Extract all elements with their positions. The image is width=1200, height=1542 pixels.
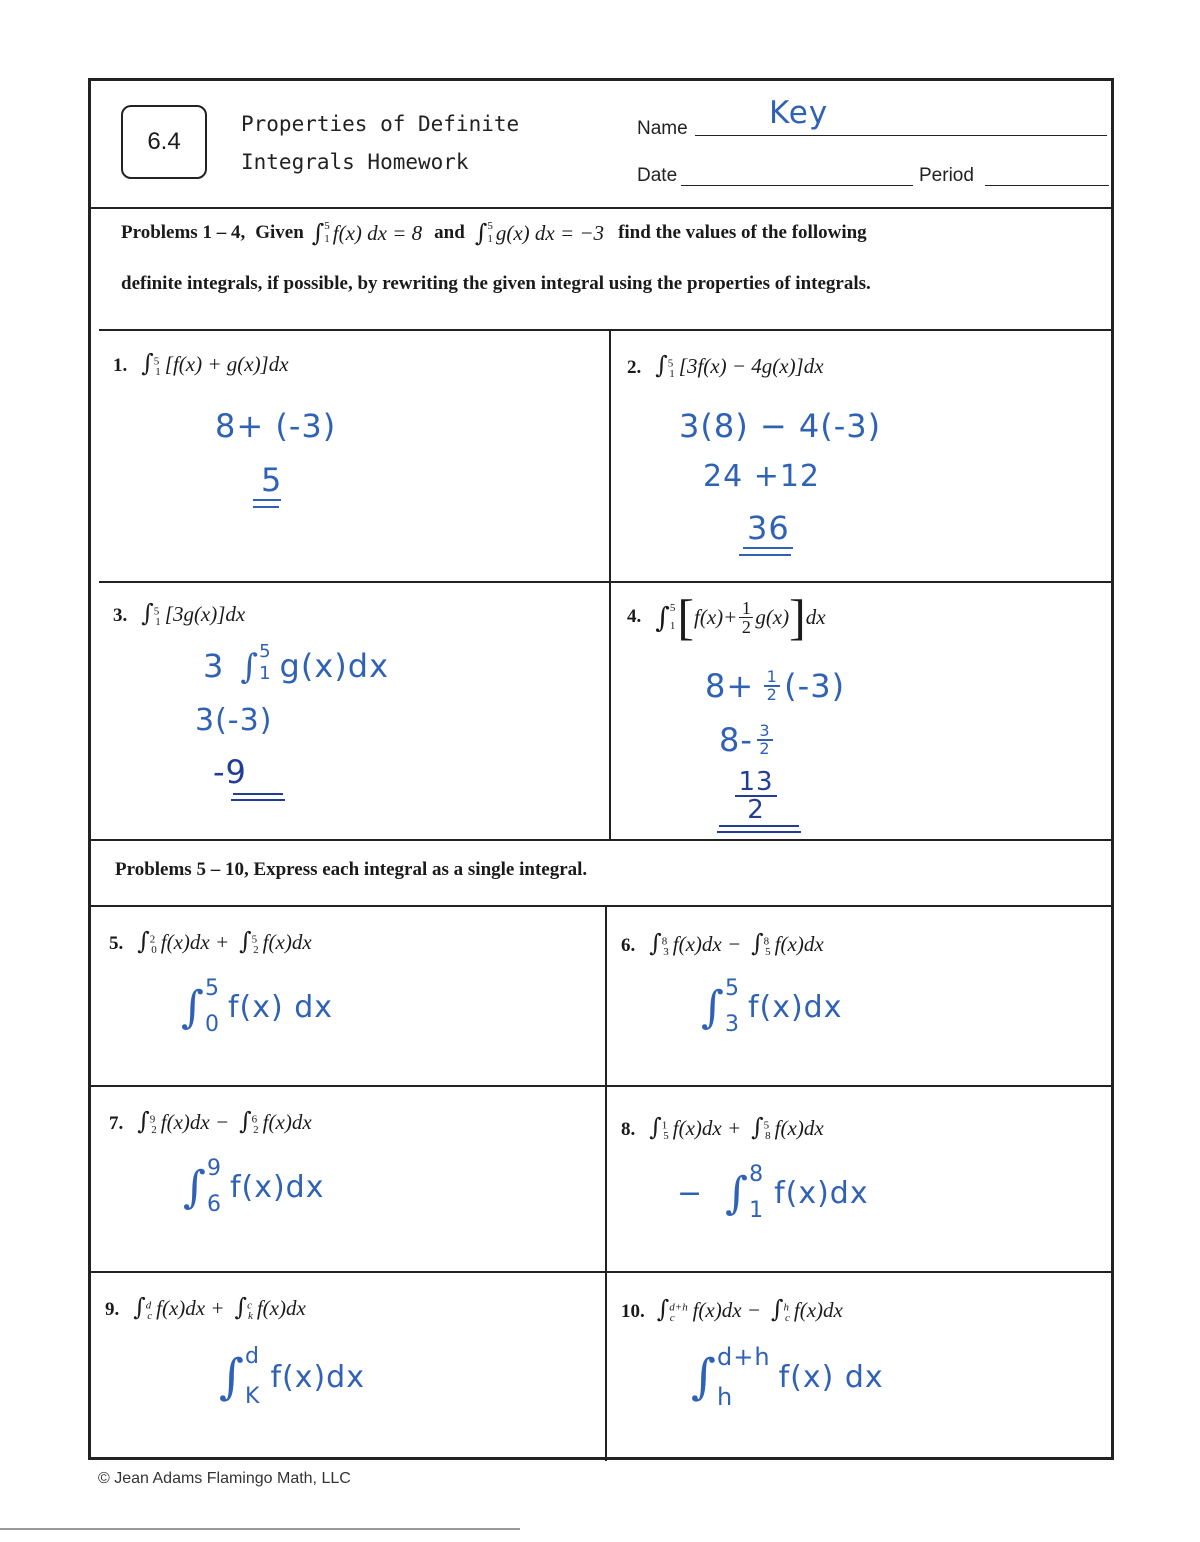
- problem-6: 6. ∫$^8_3$ f(x)dx − ∫$^8_5$ f(x)dx: [621, 929, 824, 959]
- period-label: Period: [919, 165, 974, 186]
- lower-limit: 1: [749, 1198, 765, 1223]
- work-line: 24 +12: [703, 459, 821, 494]
- worksheet-title: [241, 105, 519, 181]
- answer-integrand: f(x) dx: [778, 1359, 884, 1395]
- lower-limit: 1: [155, 366, 161, 379]
- answer: [691, 1337, 884, 1417]
- answer-sign: −: [677, 1175, 704, 1211]
- upper-limit: 5: [259, 641, 272, 662]
- fraction-numerator: 3: [759, 721, 771, 740]
- integral-sign: ∫: [701, 981, 725, 1033]
- upper-limit: 9: [149, 1113, 156, 1126]
- answer-integrand: f(x)dx: [229, 1169, 325, 1205]
- upper-limit: 9: [206, 1156, 222, 1181]
- date-label: Date: [637, 165, 678, 186]
- lower-limit: 2: [151, 1124, 157, 1137]
- lower-limit: c: [785, 1312, 790, 1325]
- fraction-denominator: 2: [766, 685, 778, 704]
- upper-limit: d+h: [669, 1301, 688, 1314]
- divider: [91, 839, 1113, 841]
- name-underline: [695, 135, 1107, 136]
- problem-number: 3.: [113, 605, 128, 626]
- problem-term: f(x)dx: [262, 1110, 312, 1134]
- problem-number: 1.: [113, 355, 128, 376]
- problem-expression: dx: [805, 604, 826, 629]
- integral-sign: ∫: [181, 981, 205, 1033]
- problem-term: f(x)dx −: [692, 1298, 761, 1322]
- problem-term: f(x)dx +: [160, 930, 230, 954]
- grid-divider: [609, 329, 611, 839]
- answer-underline: [717, 831, 801, 833]
- answer: 36: [747, 509, 790, 547]
- problem-1: 1. ∫$^5_1$ [f(x) + g(x)]dx: [113, 349, 289, 379]
- upper-limit: d: [245, 1344, 260, 1369]
- divider: [91, 905, 1113, 907]
- date-underline[interactable]: [681, 185, 913, 186]
- lower-limit: 5: [663, 1130, 669, 1143]
- problem-expression: [3f(x) − 4g(x)]dx: [678, 354, 824, 378]
- problem-term: f(x)dx: [774, 1116, 824, 1140]
- divider: [99, 329, 1113, 331]
- answer: [677, 1157, 869, 1229]
- lesson-number-box: [121, 105, 207, 179]
- lower-limit: 6: [206, 1192, 222, 1217]
- lower-limit: 0: [204, 1012, 220, 1037]
- problem-term: f(x)dx: [262, 930, 312, 954]
- instructions-suffix: find the values of the following: [618, 222, 867, 243]
- instructions-given: Given: [255, 222, 304, 243]
- upper-limit: 1: [661, 1119, 668, 1132]
- answer-underline: [231, 799, 285, 801]
- problem-expression: g(x): [755, 604, 790, 629]
- divider: [91, 207, 1113, 209]
- lower-limit: 2: [253, 1124, 259, 1137]
- instructions-line-2: definite integrals, if possible, by rewriting the given integral using the properties of integrals.: [121, 273, 871, 294]
- instructions-1: Problems 1 – 4, Given ∫ 5 1 f(x) dx = 8 and ∫ 5 1 g(x) dx = −3 find the values of the following definite integrals, if possible, by rewriting the given integral using the properties of integrals.: [121, 219, 1101, 295]
- upper-limit: d+h: [717, 1343, 771, 1371]
- answer-integrand: f(x) dx: [227, 989, 333, 1025]
- lower-limit: 2: [253, 944, 259, 957]
- lower-limit: 3: [663, 946, 669, 959]
- upper-limit: 6: [251, 1113, 258, 1126]
- problem-number: 8.: [621, 1119, 636, 1140]
- work-term: (-3): [784, 667, 846, 705]
- work-line: [719, 721, 773, 759]
- lower-limit: h: [717, 1383, 734, 1411]
- answer-denominator: 2: [747, 795, 765, 825]
- problem-number: 7.: [109, 1113, 124, 1134]
- work-line: 3(-3): [195, 703, 273, 738]
- lower-limit: c: [669, 1312, 675, 1325]
- upper-limit: 2: [149, 933, 156, 946]
- problem-number: 4.: [627, 606, 642, 627]
- problem-9: 9. ∫$^d_c$ f(x)dx + ∫$^c_k$ f(x)dx: [105, 1293, 306, 1323]
- fraction-numerator: 1: [741, 597, 751, 618]
- integral-sign: ∫: [183, 1161, 207, 1213]
- fraction-numerator: 1: [766, 667, 778, 686]
- upper-limit: 5: [724, 976, 740, 1001]
- fraction-denominator: 2: [741, 616, 751, 637]
- grid-divider: [91, 1085, 1113, 1087]
- work-term: 8+: [705, 667, 755, 705]
- problem-term: f(x)dx: [793, 1298, 843, 1322]
- answer: [181, 971, 333, 1043]
- integral-sign: ∫: [311, 219, 325, 247]
- grid-divider: [91, 1271, 1113, 1273]
- upper-limit: h: [783, 1301, 789, 1314]
- problem-4: 4. ∫ 5 1 [ f(x)+ 1 2 g(x) ] dx: [627, 589, 826, 645]
- work-term: 8-: [719, 721, 753, 759]
- lower-limit: 1: [669, 620, 676, 632]
- upper-limit: d: [145, 1299, 152, 1312]
- problem-expression: f(x)+: [694, 604, 738, 629]
- upper-limit: 8: [749, 1162, 765, 1187]
- problem-10: 10. ∫$^{d+h}_c$ f(x)dx − ∫$^h_c$ f(x)dx: [621, 1295, 843, 1325]
- lesson-number: 6.4: [147, 128, 181, 155]
- problem-7: 7. ∫$^9_2$ f(x)dx − ∫$^6_2$ f(x)dx: [109, 1107, 312, 1137]
- fraction-denominator: 2: [759, 739, 771, 758]
- name-value[interactable]: Key: [769, 95, 829, 131]
- lower-limit: 1: [669, 368, 675, 381]
- upper-limit: 8: [763, 935, 770, 948]
- work-coefficient: 3: [203, 647, 225, 685]
- upper-limit: 5: [763, 1119, 770, 1132]
- given-f: f(x) dx = 8: [332, 220, 423, 245]
- answer: [735, 769, 777, 823]
- lower-limit: 3: [724, 1012, 740, 1037]
- answer-underline: [253, 506, 279, 508]
- grid-divider: [605, 905, 607, 1461]
- upper-limit: 5: [667, 357, 674, 370]
- problem-number: 5.: [109, 933, 124, 954]
- lower-limit: c: [147, 1310, 153, 1323]
- scan-edge-line: [0, 1528, 520, 1530]
- upper-limit: 5: [251, 933, 258, 946]
- work-line: [203, 641, 389, 687]
- problem-term: f(x)dx: [256, 1296, 306, 1320]
- integral-sign: ∫: [725, 1167, 750, 1219]
- problem-number: 2.: [627, 357, 642, 378]
- answer: [701, 971, 842, 1043]
- work-integrand: g(x)dx: [279, 647, 389, 685]
- upper-limit: 5: [204, 976, 220, 1001]
- answer-underline: [233, 793, 283, 795]
- period-underline[interactable]: [985, 185, 1109, 186]
- title-line-1: Properties of Definite: [241, 112, 520, 136]
- integral-sign: ∫: [219, 1349, 246, 1405]
- integral-sign: ∫: [240, 647, 260, 687]
- answer: -9: [213, 753, 247, 791]
- integral-sign: ∫: [691, 1349, 718, 1405]
- instructions-2: Problems 5 – 10, Express each integral as a single integral.: [115, 859, 588, 880]
- problem-number: 9.: [105, 1299, 120, 1320]
- work-line: 3(8) − 4(-3): [679, 407, 882, 445]
- upper-limit: c: [247, 1299, 252, 1312]
- upper-limit: 8: [661, 935, 668, 948]
- problem-term: f(x)dx +: [672, 1116, 742, 1140]
- grid-divider: [99, 581, 1113, 583]
- answer-numerator: 13: [738, 767, 774, 797]
- title-line-2: Integrals Homework: [241, 150, 469, 174]
- lower-limit: 1: [155, 616, 161, 629]
- lower-limit: 5: [765, 946, 771, 959]
- copyright-footer: © Jean Adams Flamingo Math, LLC: [98, 1470, 351, 1487]
- work-line: 8+ (-3): [215, 407, 337, 445]
- name-label: Name: [637, 118, 688, 139]
- problem-term: f(x)dx: [774, 932, 824, 956]
- answer: 5: [261, 461, 283, 499]
- problem-8: 8. ∫$^1_5$ f(x)dx + ∫$^5_8$ f(x)dx: [621, 1113, 824, 1143]
- upper-limit: 5: [669, 602, 676, 614]
- worksheet: [88, 78, 1114, 1460]
- given-g: g(x) dx = −3: [495, 220, 605, 245]
- problem-term: f(x)dx −: [160, 1110, 230, 1134]
- answer: [183, 1151, 324, 1223]
- lower-limit: 0: [151, 944, 157, 957]
- upper-limit: 5: [153, 355, 160, 368]
- problem-5: 5. ∫$^2_0$ f(x)dx + ∫$^5_2$ f(x)dx: [109, 927, 312, 957]
- integral-sign: ∫: [474, 219, 488, 247]
- lower-limit: k: [247, 1310, 253, 1323]
- answer-underline: [743, 547, 793, 549]
- answer-integrand: f(x)dx: [270, 1359, 365, 1395]
- lower-limit: 8: [765, 1130, 771, 1143]
- answer: [219, 1337, 365, 1417]
- answer-underline: [739, 554, 791, 556]
- answer-underline: [719, 825, 799, 827]
- instructions-prefix: Problems 1 – 4,: [121, 222, 246, 243]
- upper-limit: 5: [153, 605, 160, 618]
- problem-expression: [f(x) + g(x)]dx: [164, 352, 289, 376]
- work-line: [705, 667, 845, 705]
- answer-underline: [253, 499, 281, 501]
- problem-term: f(x)dx +: [156, 1296, 225, 1320]
- problem-expression: [3g(x)]dx: [164, 602, 246, 626]
- problem-number: 10.: [621, 1301, 645, 1322]
- lower-limit: K: [245, 1384, 261, 1409]
- problem-number: 6.: [621, 935, 636, 956]
- problem-2: 2. ∫$^5_1$ [3f(x) − 4g(x)]dx: [627, 351, 824, 381]
- problem-term: f(x)dx −: [672, 932, 742, 956]
- answer-integrand: f(x)dx: [747, 989, 843, 1025]
- lower-limit: 1: [259, 663, 272, 684]
- problem-3: 3. ∫$^5_1$ [3g(x)]dx: [113, 599, 246, 629]
- instructions-and: and: [434, 222, 465, 243]
- answer-integrand: f(x)dx: [774, 1175, 869, 1211]
